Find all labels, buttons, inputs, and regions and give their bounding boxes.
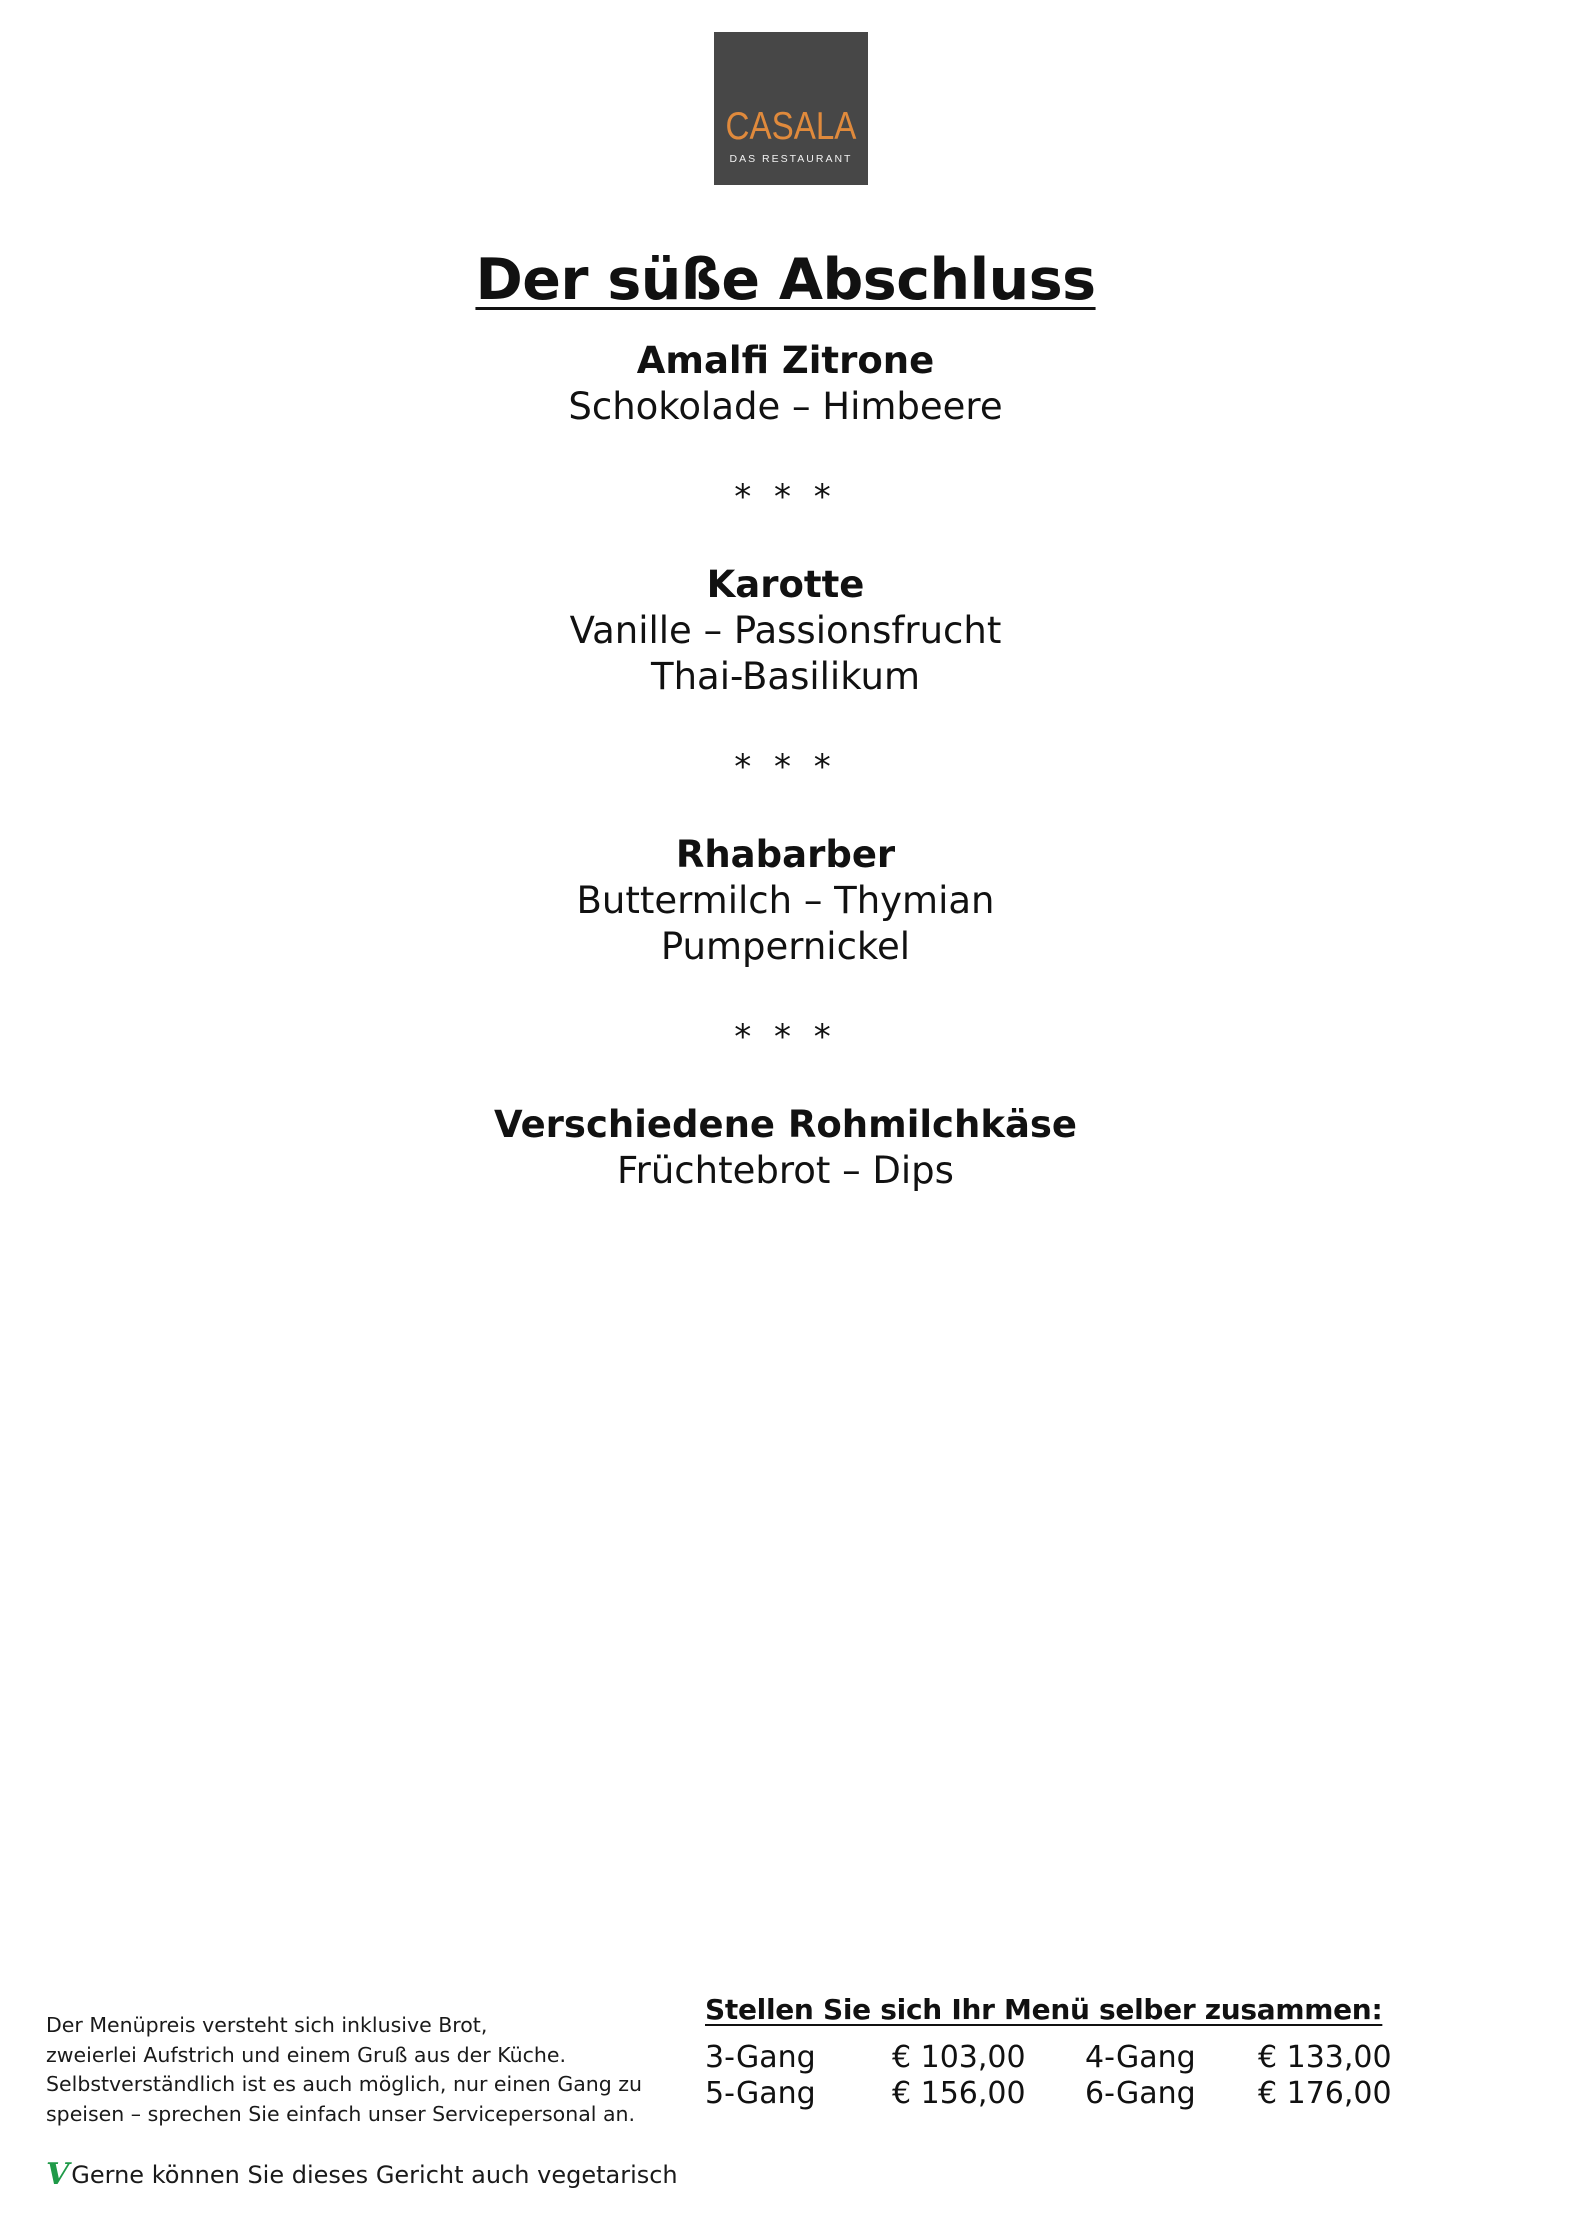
course-name: Verschiedene Rohmilchkäse xyxy=(493,1103,1078,1146)
course-price: € 103,00 xyxy=(892,2040,1026,2075)
course-separator: * * * xyxy=(734,1017,837,1057)
course-separator: * * * xyxy=(734,747,837,787)
course-description: Pumpernickel xyxy=(660,925,911,968)
course-count-label: 3-Gang xyxy=(705,2040,816,2075)
course-price: € 133,00 xyxy=(1258,2040,1392,2075)
course-name: Rhabarber xyxy=(675,833,896,876)
course-name: Karotte xyxy=(706,563,865,606)
logo-name: CASALA xyxy=(725,105,857,148)
course-price: € 156,00 xyxy=(892,2076,1026,2111)
restaurant-logo xyxy=(714,32,868,185)
course-price: € 176,00 xyxy=(1258,2076,1392,2111)
course-item xyxy=(0,338,1571,430)
course-count-label: 5-Gang xyxy=(705,2076,816,2111)
course-description: Früchtebrot – Dips xyxy=(617,1149,954,1192)
logo-subtitle: DAS RESTAURANT xyxy=(729,153,853,165)
course-count-label: 4-Gang xyxy=(1085,2040,1196,2075)
course-item xyxy=(0,832,1571,970)
note-line: Der Menüpreis versteht sich inklusive Brot, xyxy=(46,2013,488,2037)
course-description: Buttermilch – Thymian xyxy=(576,879,995,922)
page-title: Der süße Abschluss xyxy=(475,247,1096,313)
note-line: Selbstverständlich ist es auch möglich, nur einen Gang zu xyxy=(46,2072,643,2096)
course-description: Thai-Basilikum xyxy=(651,655,920,698)
course-count-label: 6-Gang xyxy=(1085,2076,1196,2111)
course-separator: * * * xyxy=(734,477,837,517)
course-item xyxy=(0,562,1571,700)
course-description: Schokolade – Himbeere xyxy=(568,385,1003,428)
vegetarian-v-icon: V xyxy=(46,2157,70,2192)
note-line: zweierlei Aufstrich und einem Gruß aus der Küche. xyxy=(46,2042,567,2067)
course-item xyxy=(0,1102,1571,1194)
menu-price-note xyxy=(46,2011,686,2129)
price-table xyxy=(705,1990,1405,2112)
course-name: Amalfi Zitrone xyxy=(636,339,935,382)
price-grid xyxy=(705,2040,1405,2112)
dessert-menu xyxy=(0,240,1571,1194)
price-heading: Stellen Sie sich Ihr Menü selber zusammen: xyxy=(705,1993,1383,2026)
course-description: Vanille – Passionsfrucht xyxy=(569,609,1002,652)
vegetarian-note xyxy=(46,2157,678,2192)
vegetarian-text: Gerne können Sie dieses Gericht auch vegetarisch xyxy=(71,2161,678,2189)
note-line: speisen – sprechen Sie einfach unser Servicepersonal an. xyxy=(46,2101,636,2126)
